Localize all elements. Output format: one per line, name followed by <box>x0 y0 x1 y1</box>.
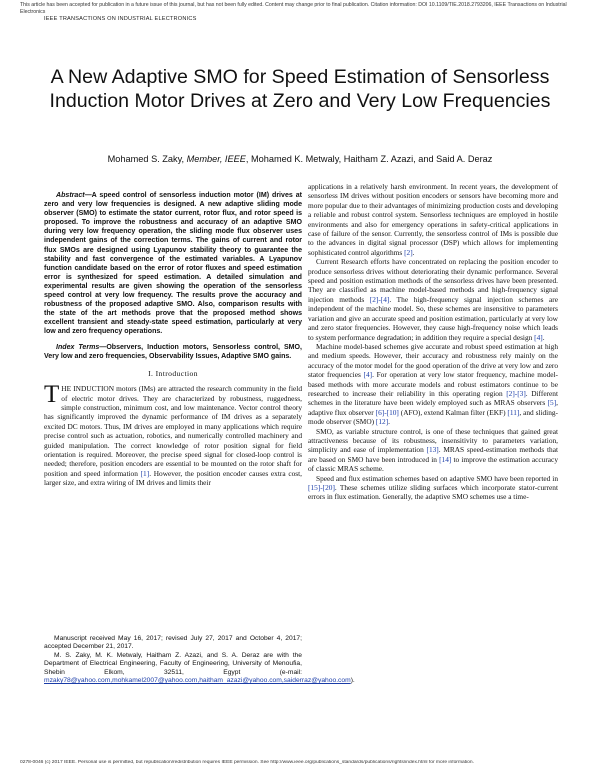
drop-cap: T <box>44 381 60 409</box>
citation-link[interactable]: [11] <box>507 407 520 417</box>
citation-link[interactable]: [13] <box>426 445 439 455</box>
citation-link[interactable]: [15]-[20] <box>308 483 335 492</box>
citation-link[interactable]: [14] <box>439 454 452 464</box>
citation-link[interactable]: [2]-[3] <box>506 388 526 398</box>
paragraph: Speed and flux estimation schemes based on adaptive SMO have been reported in [15]-[20]. These schemes utilize sliding surfaces which incorporate stator-current errors in flux estimation. Generally, the adaptive SMO schemes use a time- <box>308 473 558 502</box>
author-1: Mohamed S. Zaky, <box>107 154 187 164</box>
citation-link[interactable]: [2] <box>404 247 413 257</box>
author-1-role: Member, IEEE <box>186 154 246 164</box>
index-terms-body: —Observers, Induction motors, Sensorless control, SMO, Very low and zero frequencies, Observability Issues, Adaptive SMO gains. <box>44 343 302 360</box>
right-column <box>308 182 558 502</box>
abstract <box>44 191 302 337</box>
publication-notice: This article has been accepted for publication in a future issue of this journal, but has not been fully edited. Content may change prior to final publication. Citation information: DOI 10.1109/TIE.2018.2793206, IEEE Transactions on Industrial Electronics <box>20 2 567 15</box>
section-heading-introduction: I. Introduction <box>148 368 198 378</box>
paragraph: Machine model-based schemes give accurate and robust speed estimation at high and medium speeds. However, their accuracy and robustness rely mainly on the accuracy of the motor model for the good operation of the drive at very low and zero stator frequencies [4]. For operation at very low stator frequency, machine model-based methods with more accurate models and robust estimators continue to be researched to increase their reliability in this operating region [2]-[3]. Different schemes in the literature have been widely employed such as MRAS observers [5], adaptive flux observer [6]-[10] (AFO), extend Kalman filter (EKF) [11], and sliding-mode observer (SMO) [12]. <box>308 341 559 427</box>
introduction-text <box>44 381 303 488</box>
citation-link[interactable]: [1] <box>140 468 150 478</box>
footnote <box>44 635 355 685</box>
copyright-footer: 0278-0046 (c) 2017 IEEE. Personal use is permitted, but republication/redistribution requires IEEE permission. See http://www.ieee.org/publications_standards/publications/rights/index.html for more information. <box>20 760 474 765</box>
intro-paragraph: THE INDUCTION motors (IMs) are attracted the research community in the field of electric motor drives. They are characterized by robustness, ruggedness, simple construction, minimum cost, and low maintenance. Vector control theory has significantly improved the dynamic performance of IM drives as a separately excited DC motors. Thus, IM drives are employed in many applications which require precise control such as actuation, robotics, and numerically controlled machinery and guided manipulation. The correct knowledge of rotor position signal for field orientation is required. Moreover, the precise speed signal for closed-loop control is needed; therefore, position encoders are essential to be mounted on the rotor shaft for position and speed information [1]. However, the position encoder causes extra cost, larger size, and extra wiring of IM drives and limits their <box>44 381 303 488</box>
other-authors: , Mohamed K. Metwaly, Haitham Z. Azazi, and Said A. Deraz <box>245 154 493 164</box>
citation-link[interactable]: [5] <box>547 398 557 408</box>
footnote-received: Manuscript received May 16, 2017; revised July 27, 2017 and October 4, 2017; accepted December 21, 2017. <box>44 635 302 651</box>
abstract-label: Abstract <box>56 192 85 199</box>
author-line <box>30 154 570 164</box>
paragraph: applications in a relatively harsh environment. In recent years, the development of sensorless IM drives without position encoders or sensors have becoming more and more popular due to their advantages of minimizing production costs and developing a reliable and robust control system. Sensorless techniques are employed in hostile environments and also for emergency operations in safety-critical applications in case of failure of the sensor. Currently, the sensorless control of IMs is possible due to the advances in digital signal processor (DSP) which allows for implementing sophisticated control algorithms [2]. <box>308 182 558 257</box>
citation-link[interactable]: [12] <box>375 417 389 427</box>
journal-name: IEEE TRANSACTIONS ON INDUSTRIAL ELECTRONICS <box>44 16 197 22</box>
citation-link[interactable]: [4] <box>534 332 543 342</box>
left-column <box>44 191 302 488</box>
paragraph: Current Research efforts have concentrated on replacing the position encoder to produce sensorless drives without deteriorating their dynamic performance. Several speed and position estimation methods of the sensorless drives have been presented. They are classified as machine model-based methods and high-frequency signal injection methods [2]-[4]. The high-frequency signal injection schemes are independent of the machine model. So, these schemes are insensitive to parameters variation and give an accurate speed and position estimation, particularly at very low and zero stator frequencies. However, they cause high-frequency noise which leads to system performance degradation; in addition they require a special design [4]. <box>308 257 558 342</box>
citation-link[interactable]: [2]-[4] <box>369 294 390 304</box>
index-terms <box>44 343 302 361</box>
footnote-affiliation: M. S. Zaky, M. K. Metwaly, Haitham Z. Azazi, and S. A. Deraz are with the Department of Electrical Engineering, Faculty of Engineering, University of Menoufia, Shebin Elkom, 32511, Egypt (e-mail: mzaky78@yahoo.com,mohkamel2007@yahoo.com,haitham_azazi@yahoo.com,saiderraz@yahoo.com). <box>44 651 355 685</box>
paper-title: A New Adaptive SMO for Speed Estimation of Sensorless Induction Motor Drives at Zero and Very Low Frequencies <box>49 66 551 112</box>
index-terms-label: Index Terms <box>56 343 100 351</box>
citation-link[interactable]: [6]-[10] <box>375 407 399 417</box>
citation-link[interactable]: [4] <box>363 370 373 380</box>
paragraph: SMO, as variable structure control, is one of these techniques that gained great attractiveness because of its robustness, insensitivity to parameters variation, simplicity and ease of implementation [13]. MRAS speed-estimation methods that are based on SMO have been introduced in [14] to improve the estimation accuracy of classic MRAS scheme. <box>308 426 558 474</box>
abstract-body: —A speed control of sensorless induction motor (IM) drives at zero and very low frequencies is designed. A new adaptive sliding mode observer (SMO) to estimate the stator current, rotor flux, and rotor speed is proposed. To improve the robustness and accuracy of an adaptive SMO during very low frequency operation, the sliding mode flux observer uses independent gains of the correction terms. The gains of current and rotor flux SMOs are designed using Lyapunov stability theory to guarantee the stability and fast convergence of the estimated variables. A Lyapunov function candidate based on the error of rotor fluxes and speed estimation error is synthesized for speed estimation. A detailed simulation and experimental results are given showing the operation of the sensorless speed control at very low frequency. The results prove the accuracy and robustness of the proposed adaptive SMO. Also, comparison results with the state of the art methods prove that the proposed method shows excellent transient and steady-state speed estimation, particularly at very low and zero frequency operations. <box>44 192 302 336</box>
email-links[interactable]: mzaky78@yahoo.com,mohkamel2007@yahoo.com,haitham_azazi@yahoo.com,saiderraz@yahoo.com <box>44 677 351 685</box>
